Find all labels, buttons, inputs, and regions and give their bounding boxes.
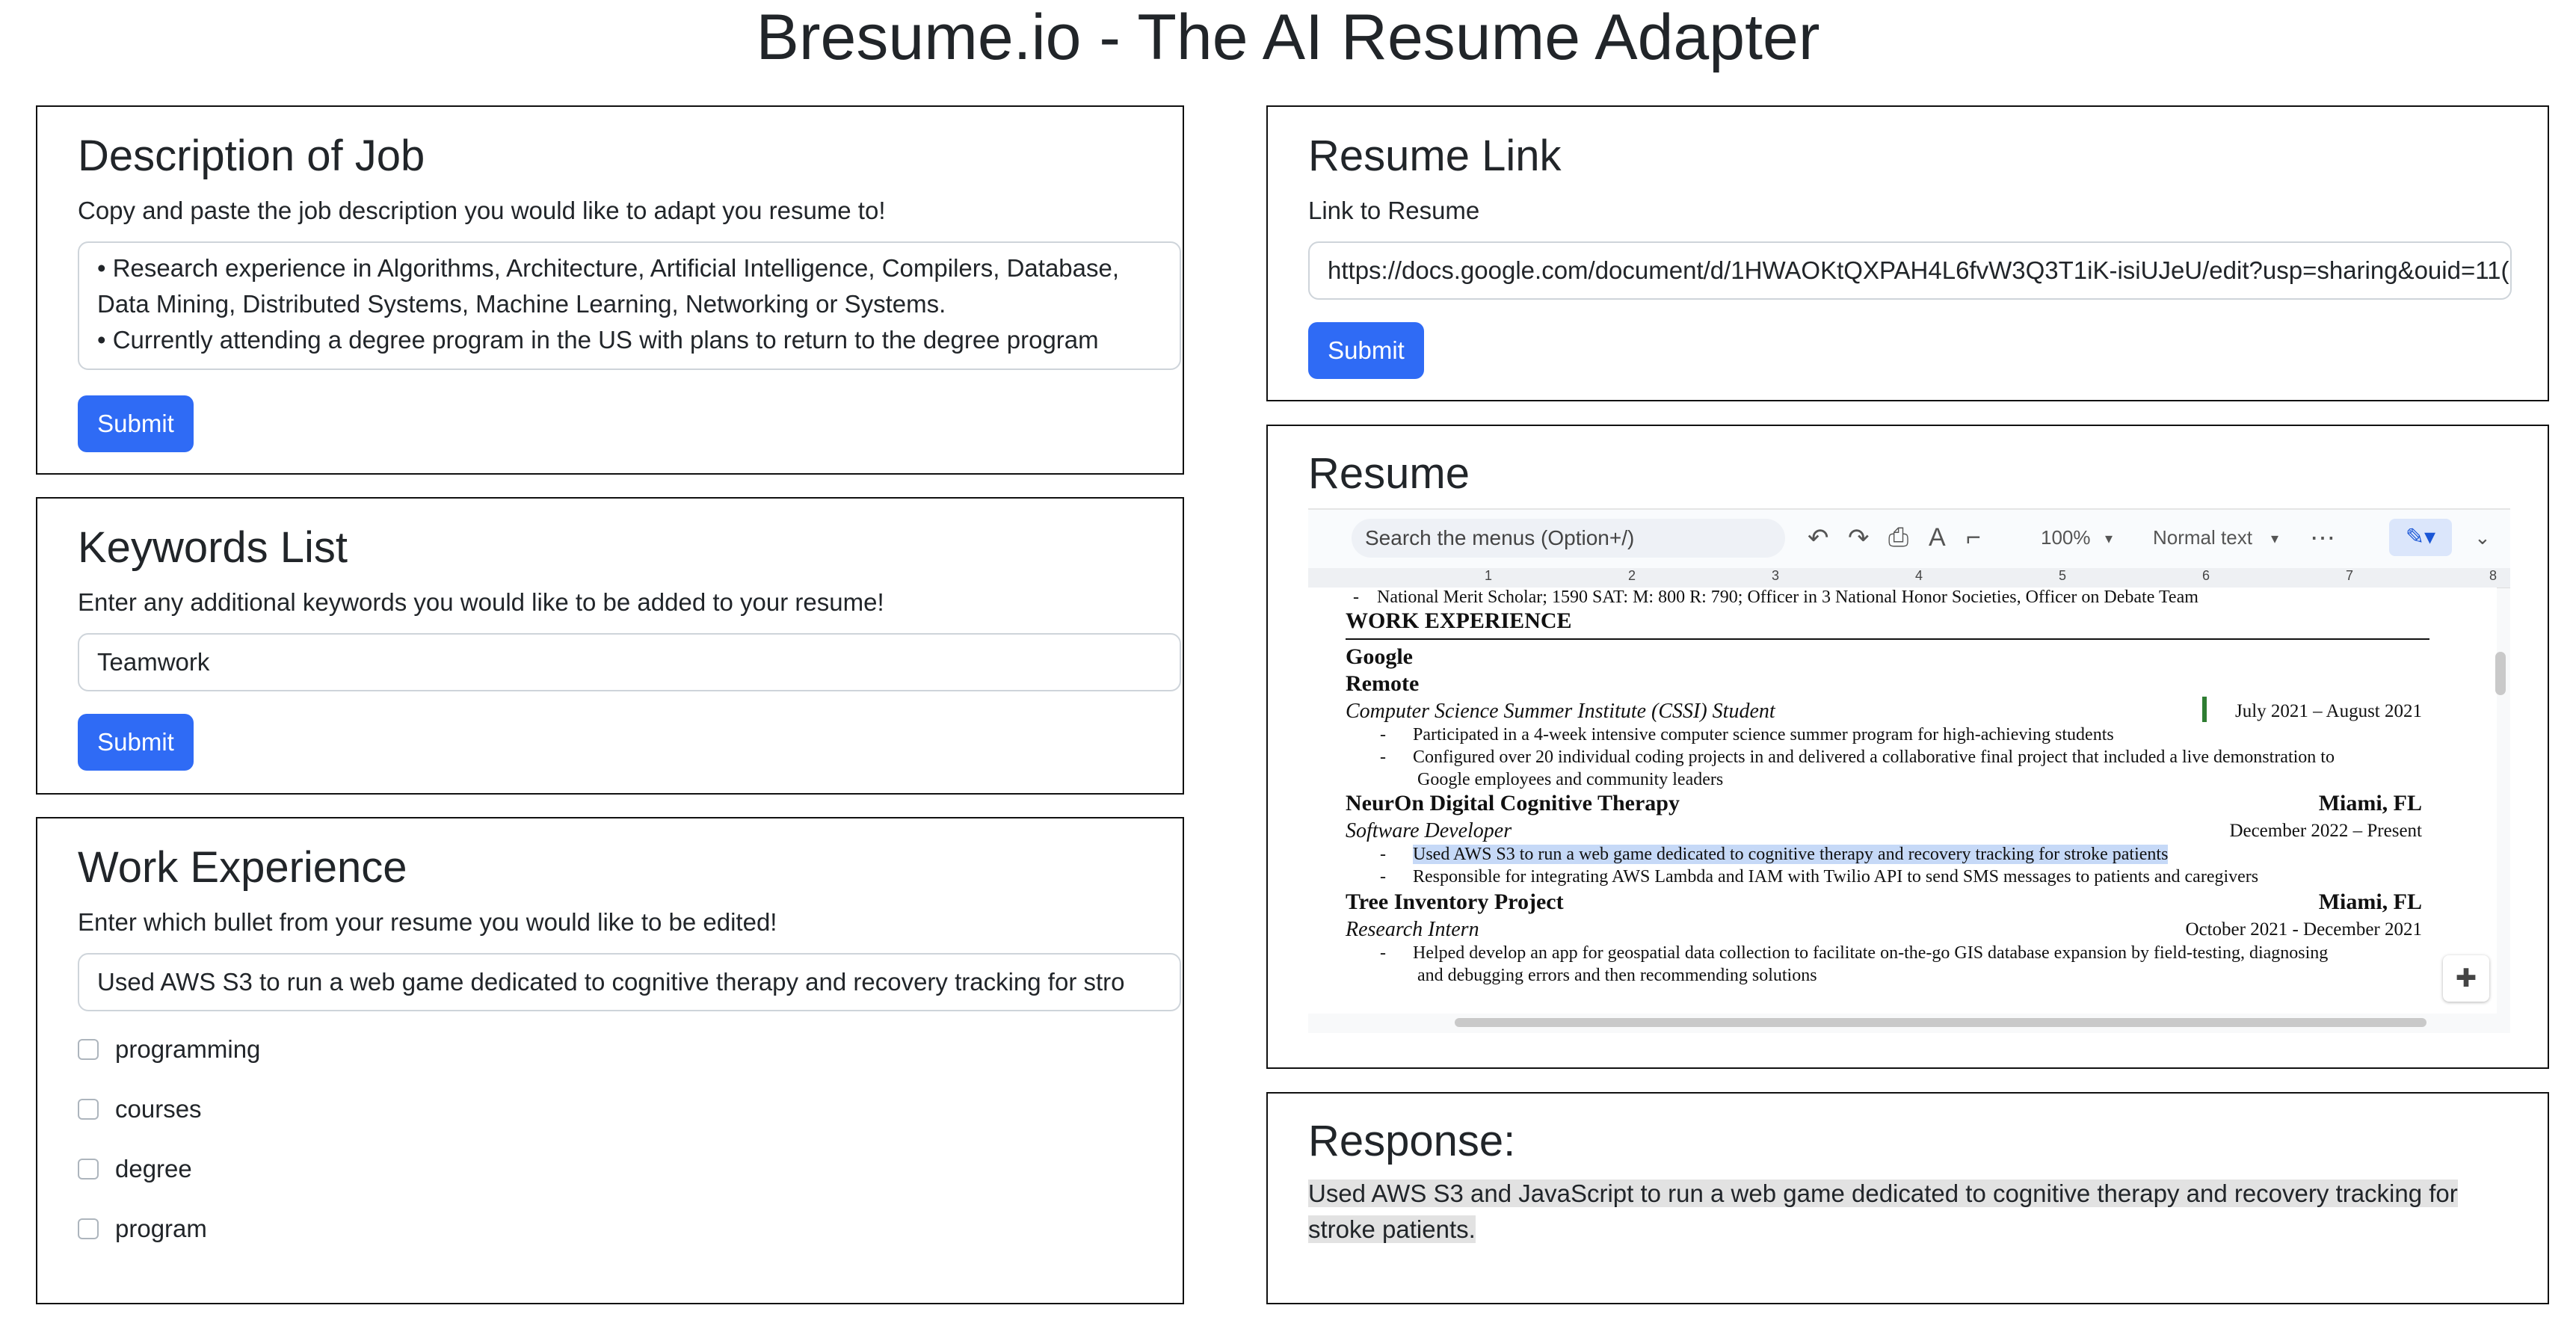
work-experience-help: Enter which bullet from your resume you would like to be edited!: [78, 908, 777, 936]
keywords-input[interactable]: Teamwork: [78, 633, 1181, 691]
collapse-icon[interactable]: ⌄: [2474, 526, 2491, 549]
ruler-tick: 3: [1772, 568, 1780, 583]
job-text-line: • Currently attending a degree program in the US with plans to return to the degree program: [97, 326, 1099, 354]
job-description-heading: Description of Job: [78, 132, 425, 180]
checkbox-box[interactable]: [78, 1039, 99, 1060]
doc-company: Tree Inventory Project: [1346, 889, 1564, 914]
checkbox-box[interactable]: [78, 1159, 99, 1180]
horizontal-scrollbar[interactable]: [1455, 1018, 2426, 1027]
checkbox-label: courses: [115, 1095, 202, 1123]
job-description-help: Copy and paste the job description you would like to adapt you resume to!: [78, 197, 886, 224]
keywords-card: [36, 497, 1184, 795]
resume-link-submit-button[interactable]: Submit: [1308, 322, 1424, 379]
checkbox-label: programming: [115, 1035, 261, 1063]
doc-line-merit: [1353, 588, 2198, 608]
checkbox-programming[interactable]: [78, 1035, 260, 1064]
doc-text: Configured over 20 individual coding projects in and delivered a collaborative final project that included a live demonstration to: [1413, 747, 2335, 767]
doc-bullet: [1380, 943, 2328, 963]
ruler-tick: 7: [2346, 568, 2354, 583]
print-icon[interactable]: ⎙: [1888, 523, 1909, 552]
doc-bullet: [1380, 725, 2114, 745]
spellcheck-icon[interactable]: A: [1929, 523, 1946, 552]
bullet-dash: -: [1380, 725, 1386, 744]
highlighted-bullet[interactable]: Used AWS S3 to run a web game dedicated to cognitive therapy and recovery tracking for stroke patients: [1413, 845, 2169, 864]
ruler-tick: 8: [2489, 568, 2498, 583]
keywords-submit-button[interactable]: Submit: [78, 714, 194, 771]
work-experience-heading: Work Experience: [78, 843, 407, 892]
resume-card: [1266, 425, 2549, 1069]
zoom-select[interactable]: 100%: [2041, 526, 2091, 549]
bullet-dash: -: [1380, 747, 1386, 767]
more-icon[interactable]: ⋯: [2310, 524, 2335, 552]
ruler-tick: 5: [2059, 568, 2067, 583]
doc-ruler: [1308, 568, 2510, 588]
menu-search-input[interactable]: Search the menus (Option+/): [1352, 519, 1785, 558]
edit-mode-icon[interactable]: ✎▾: [2389, 519, 2452, 556]
doc-text: Helped develop an app for geospatial data collection to facilitate on-the-go GIS database expansion by field-testing, diagnosing: [1413, 943, 2329, 963]
doc-bullet: [1380, 747, 2335, 768]
vertical-scrollbar[interactable]: [2495, 652, 2506, 695]
doc-location: Miami, FL: [2318, 889, 2422, 914]
ruler-tick: 4: [1915, 568, 1923, 583]
checkbox-degree[interactable]: [78, 1155, 192, 1183]
google-doc-embed[interactable]: [1308, 508, 2510, 1033]
chevron-down-icon[interactable]: ▾: [2105, 531, 2113, 547]
doc-dates: December 2022 – Present: [2229, 821, 2422, 841]
work-experience-card: [36, 817, 1184, 1304]
job-description-textarea[interactable]: [78, 241, 1181, 370]
doc-role: Research Intern: [1346, 918, 1479, 941]
doc-location: Miami, FL: [2318, 791, 2422, 815]
resume-link-card: [1266, 105, 2549, 401]
response-text: [1308, 1176, 2459, 1248]
checkbox-program[interactable]: [78, 1215, 207, 1243]
keywords-heading: Keywords List: [78, 523, 348, 572]
doc-text: Responsible for integrating AWS Lambda and IAM with Twilio API to send SMS messages to patients and caregivers: [1413, 867, 2259, 886]
response-card: [1266, 1092, 2549, 1304]
chevron-down-icon[interactable]: ▾: [2271, 531, 2279, 547]
doc-text: National Merit Scholar; 1590 SAT: M: 800 R: 790; Officer in 3 National Honor Societies, Officer on Debate Team: [1377, 588, 2198, 607]
job-submit-button[interactable]: Submit: [78, 395, 194, 452]
checkbox-box[interactable]: [78, 1218, 99, 1239]
resume-link-label: Link to Resume: [1308, 197, 1480, 224]
doc-location: Remote: [1346, 671, 1420, 696]
doc-bullet-cont: and debugging errors and then recommending solutions: [1417, 966, 1817, 985]
keywords-help: Enter any additional keywords you would like to be added to your resume!: [78, 588, 884, 616]
checkbox-courses[interactable]: [78, 1095, 202, 1123]
redo-icon[interactable]: ↷: [1848, 524, 1870, 552]
bullet-dash: -: [1380, 943, 1386, 963]
bullet-dash: -: [1380, 845, 1386, 864]
job-text-line: • Research experience in Algorithms, Architecture, Artificial Intelligence, Compilers, Database,: [97, 254, 1120, 282]
doc-role: Computer Science Summer Institute (CSSI) Student: [1346, 700, 1775, 723]
job-text-line: Data Mining, Distributed Systems, Machine Learning, Networking or Systems.: [97, 290, 946, 318]
section-rule: [1346, 638, 2429, 640]
doc-company: Google: [1346, 644, 1413, 669]
doc-toolbar: [1308, 510, 2510, 568]
ruler-tick: 1: [1485, 568, 1493, 583]
add-comment-icon[interactable]: ✚: [2443, 955, 2489, 1002]
style-select[interactable]: Normal text: [2153, 526, 2252, 549]
comment-marker-icon[interactable]: [2202, 697, 2207, 722]
doc-bullet-cont: Google employees and community leaders: [1417, 770, 1724, 789]
response-line: stroke patients.: [1308, 1215, 1476, 1243]
response-heading: Response:: [1308, 1117, 1516, 1165]
doc-page[interactable]: [1308, 588, 2497, 1014]
response-line: Used AWS S3 and JavaScript to run a web game dedicated to cognitive therapy and recovery tracking for: [1308, 1180, 2458, 1207]
doc-dates: July 2021 – August 2021: [2234, 701, 2422, 721]
checkbox-label: degree: [115, 1155, 192, 1182]
doc-company: NeurOn Digital Cognitive Therapy: [1346, 791, 1680, 815]
doc-dates: October 2021 - December 2021: [2185, 919, 2422, 940]
paint-format-icon[interactable]: ⌐: [1966, 523, 1981, 552]
resume-link-heading: Resume Link: [1308, 132, 1562, 180]
doc-role: Software Developer: [1346, 819, 1512, 842]
resume-heading: Resume: [1308, 449, 1470, 498]
resume-link-input[interactable]: https://docs.google.com/document/d/1HWAOKtQXPAH4L6fvW3Q3T1iK-isiUJeU/edit?usp=sharing&ouid=11(: [1308, 241, 2512, 300]
doc-bullet: [1380, 867, 2258, 887]
checkbox-label: program: [115, 1215, 207, 1242]
checkbox-box[interactable]: [78, 1099, 99, 1120]
doc-text: Participated in a 4-week intensive computer science summer program for high-achieving students: [1413, 725, 2114, 744]
page-title: Bresume.io - The AI Resume Adapter: [756, 1, 1820, 73]
bullet-dash: -: [1353, 588, 1359, 607]
work-bullet-input[interactable]: Used AWS S3 to run a web game dedicated to cognitive therapy and recovery tracking for stro: [78, 953, 1181, 1011]
ruler-tick: 6: [2202, 568, 2210, 583]
undo-icon[interactable]: ↶: [1808, 524, 1829, 552]
doc-bullet: [1380, 845, 2168, 865]
ruler-tick: 2: [1628, 568, 1636, 583]
doc-section-heading: WORK EXPERIENCE: [1346, 608, 1572, 633]
bullet-dash: -: [1380, 867, 1386, 886]
job-description-card: [36, 105, 1184, 475]
